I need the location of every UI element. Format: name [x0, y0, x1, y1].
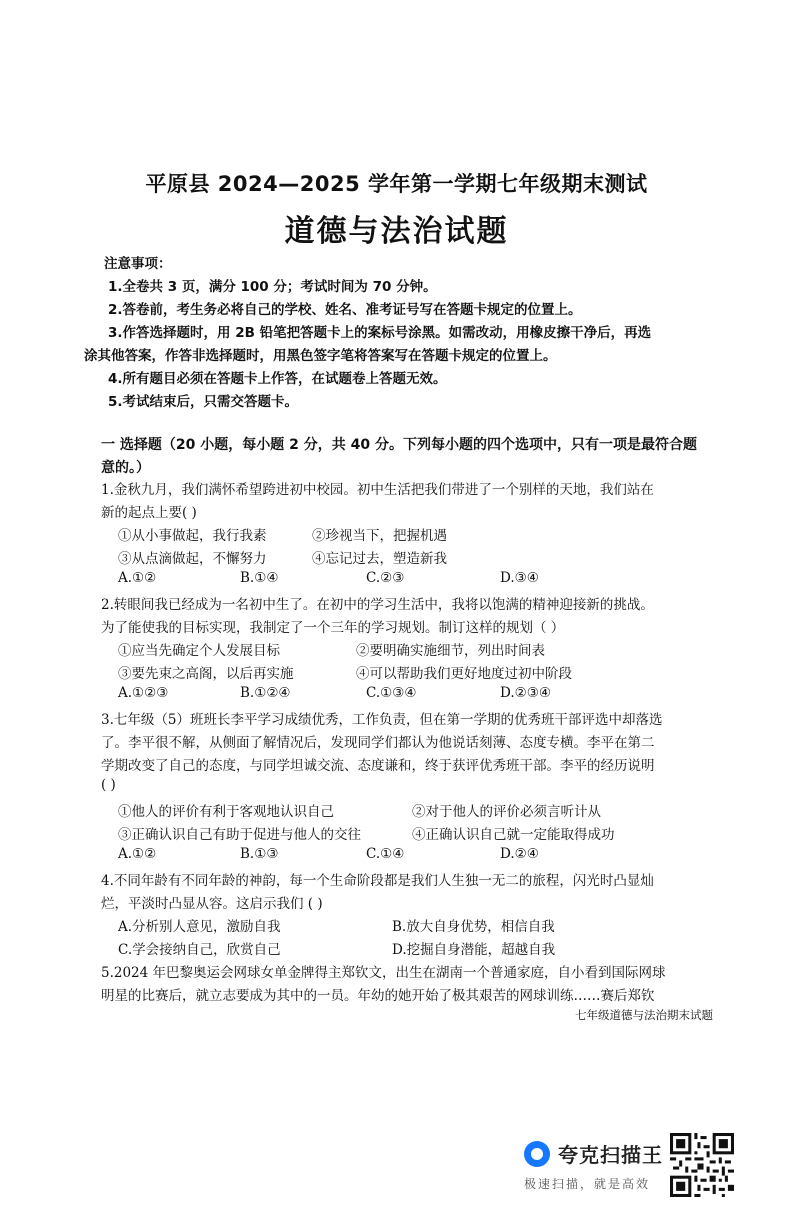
answer-choice: D.挖掘自身潜能，超越自我	[392, 942, 556, 958]
notice-item: 2.答卷前，考生务必将自己的学校、姓名、准考证号写在答题卡规定的位置上。	[108, 302, 582, 318]
exam-title: 平原县 2024—2025 学年第一学期七年级期末测试	[145, 172, 648, 196]
notice-item: 涂其他答案，作答非选择题时，用黑色签字笔将答案写在答题卡规定的位置上。	[84, 348, 557, 364]
statement-option: ②对于他人的评价必须言听计从	[412, 804, 601, 820]
answer-choice: A.①②③	[118, 685, 169, 701]
question-stem: 为了能使我的目标实现，我制定了一个三年的学习规划。制订这样的规划（ ）	[101, 620, 565, 636]
statement-option: ②珍视当下，把握机遇	[312, 528, 447, 544]
notice-item: 1.全卷共 3 页，满分 100 分；考试时间为 70 分钟。	[108, 279, 437, 295]
answer-choice: B.①④	[240, 570, 279, 586]
question-stem: 新的起点上要( )	[101, 505, 197, 521]
statement-option: ④正确认识自己就一定能取得成功	[412, 827, 615, 843]
question-stem: 1.金秋九月，我们满怀希望跨进初中校园。初中生活把我们带进了一个别样的天地，我们站在	[101, 482, 654, 498]
section-heading: 意的。）	[101, 460, 150, 476]
answer-choice: D.③④	[500, 570, 539, 586]
notice-heading: 注意事项：	[104, 256, 172, 272]
question-stem: 烂，平淡时凸显从容。这启示我们 ( )	[101, 896, 323, 912]
question-stem: 明星的比赛后，就立志要成为其中的一员。年幼的她开始了极其艰苦的网球训练……赛后郑钦	[101, 988, 655, 1004]
statement-option: ①他人的评价有利于客观地认识自己	[118, 804, 334, 820]
answer-choice: B.①②④	[240, 685, 291, 701]
notice-item: 4.所有题目必须在答题卡上作答，在试题卷上答题无效。	[108, 371, 447, 387]
statement-option: ④忘记过去，塑造新我	[312, 551, 447, 567]
statement-option: ①从小事做起，我行我素	[118, 528, 267, 544]
subject-title: 道德与法治试题	[284, 214, 509, 249]
answer-choice: C.①③④	[366, 685, 417, 701]
statement-option: ③要先束之高阁，以后再实施	[118, 666, 294, 682]
answer-choice: A.①②	[118, 570, 157, 586]
question-stem: 5.2024 年巴黎奥运会网球女单金牌得主郑钦文，出生在湖南一个普通家庭，自小看到国际网球	[101, 965, 666, 981]
statement-option: ③从点滴做起，不懈努力	[118, 551, 267, 567]
notice-item: 3.作答选择题时，用 2B 铅笔把答题卡上的案标号涂黑。如需改动，用橡皮擦干净后，再选	[108, 325, 652, 341]
statement-option: ③正确认识自己有助于促进与他人的交往	[118, 827, 361, 843]
scanner-slogan: 极速扫描，就是高效	[524, 1177, 651, 1191]
answer-choice: A.①②	[118, 846, 157, 862]
answer-choice: D.②③④	[500, 685, 551, 701]
answer-choice: C.学会接纳自己，欣赏自己	[118, 942, 281, 958]
answer-choice: A.分析别人意见，激励自我	[118, 919, 281, 935]
scanner-logo-icon	[524, 1141, 550, 1167]
section-heading: 一 选择题（20 小题，每小题 2 分，共 40 分。下列每小题的四个选项中，只有一项是最符合题	[101, 437, 697, 453]
answer-choice: B.放大自身优势，相信自我	[392, 919, 555, 935]
question-stem: 学期改变了自己的态度，与同学坦诚交流、态度谦和，终于获评优秀班干部。李平的经历说明	[101, 758, 655, 774]
question-stem: 了。李平很不解，从侧面了解情况后，发现同学们都认为他说话刻薄、态度专横。李平在第二	[101, 735, 655, 751]
answer-choice: D.②④	[500, 846, 539, 862]
question-stem: 4.不同年龄有不同年龄的神韵，每一个生命阶段都是我们人生独一无二的旅程，闪光时凸显灿	[101, 873, 654, 889]
answer-choice: B.①③	[240, 846, 279, 862]
answer-choice: C.②③	[366, 570, 405, 586]
notice-item: 5.考试结束后，只需交答题卡。	[108, 394, 299, 410]
statement-option: ①应当先确定个人发展目标	[118, 643, 280, 659]
scanner-watermark	[520, 1135, 665, 1195]
question-stem: 2.转眼间我已经成为一名初中生了。在初中的学习生活中，我将以饱满的精神迎接新的挑战。	[101, 597, 654, 613]
answer-choice: C.①④	[366, 846, 405, 862]
qr-code-icon	[670, 1133, 734, 1197]
scanner-brand: 夸克扫描王	[558, 1143, 663, 1167]
statement-option: ②要明确实施细节，列出时间表	[356, 643, 545, 659]
page-footer: 七年级道德与法治期末试题	[575, 1008, 713, 1022]
question-stem: ( )	[101, 777, 116, 793]
question-stem: 3.七年级（5）班班长李平学习成绩优秀，工作负责，但在第一学期的优秀班干部评选中却落选	[101, 712, 663, 728]
statement-option: ④可以帮助我们更好地度过初中阶段	[356, 666, 572, 682]
